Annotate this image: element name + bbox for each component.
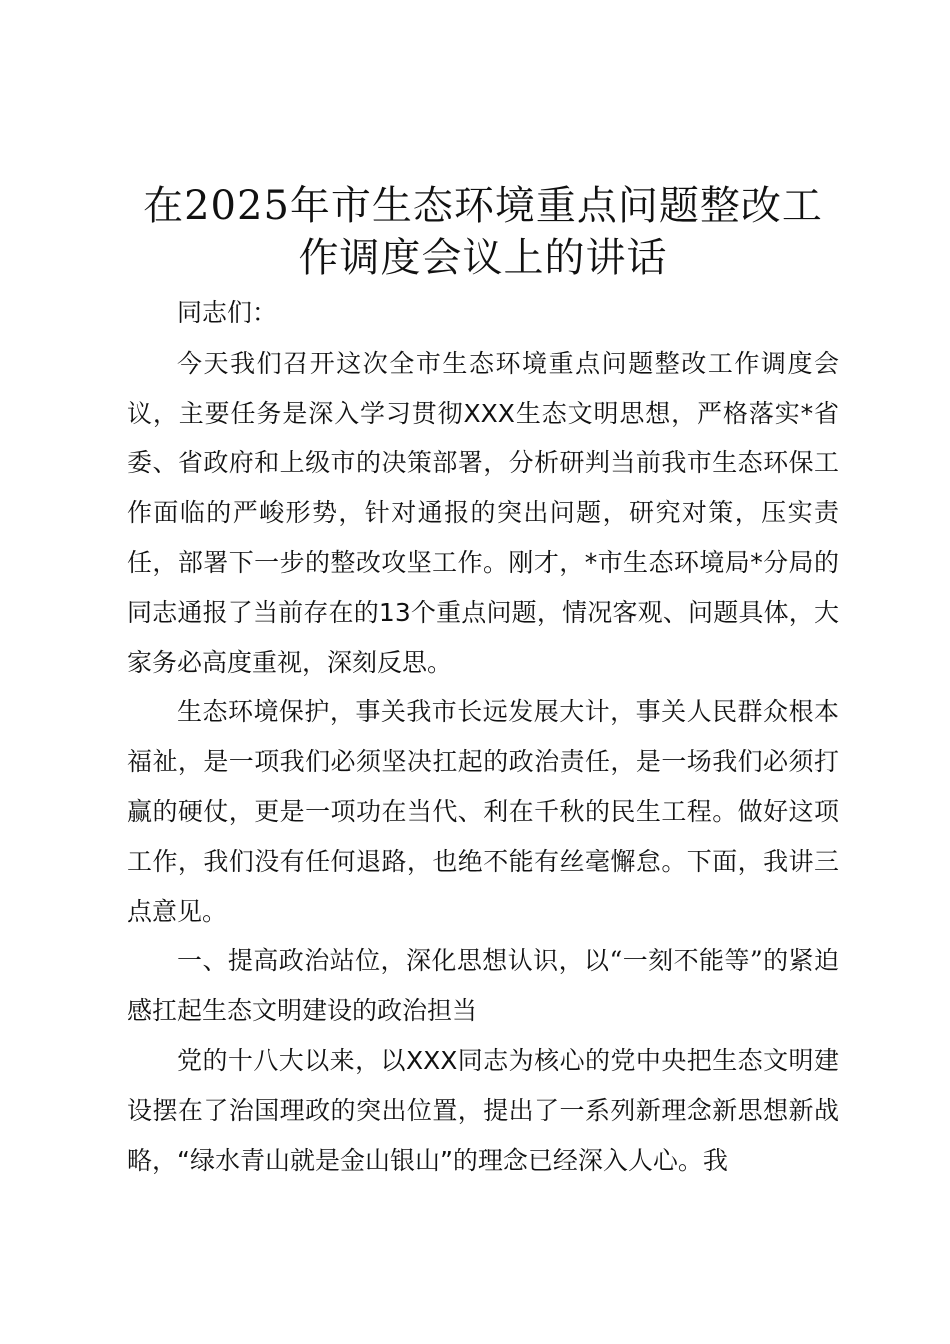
document-page (127, 180, 839, 1185)
section-heading-1: 一、提高政治站位，深化思想认识，以“一刻不能等”的紧迫感扛起生态文明建设的政治担当 (127, 946, 839, 1026)
body-paragraph-2: 生态环境保护，事关我市长远发展大计，事关人民群众根本福祉，是一项我们必须坚决扛起的政治责任，是一场我们必须打赢的硬仗，更是一项功在当代、利在千秋的民生工程。做好这项工作，我们没有任何退路，也绝不能有丝毫懈怠。下面，我讲三点意见。 (127, 697, 839, 926)
title-line-2: 作调度会议上的讲话 (298, 235, 668, 281)
greeting: 同志们： (177, 298, 278, 327)
title-line-1: 在2025年市生态环境重点问题整改工 (143, 183, 823, 229)
section-1-paragraph: 党的十八大以来，以XXX同志为核心的党中央把生态文明建设摆在了治国理政的突出位置，提出了一系列新理念新思想新战略，“绿水青山就是金山银山”的理念已经深入人心。我 (127, 1045, 839, 1175)
document-title (107, 180, 859, 284)
body-paragraph-1: 今天我们召开这次全市生态环境重点问题整改工作调度会议，主要任务是深入学习贯彻XXX生态文明思想，严格落实*省委、省政府和上级市的决策部署，分析研判当前我市生态环保工作面临的严峻形势，针对通报的突出问题，研究对策，压实责任，部署下一步的整改攻坚工作。刚才，*市生态环境局*分局的同志通报了当前存在的13个重点问题，情况客观、问题具体，大家务必高度重视，深刻反思。 (127, 348, 839, 677)
